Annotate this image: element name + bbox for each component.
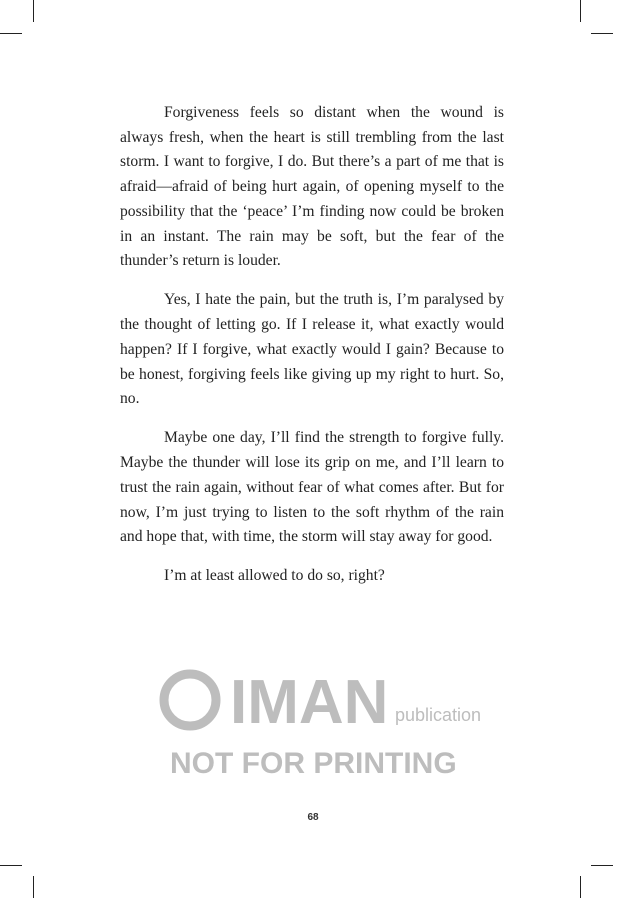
watermark-brand: IMAN bbox=[230, 668, 389, 737]
crop-mark bbox=[0, 865, 22, 866]
paragraph: Yes, I hate the pain, but the truth is, I’m paralysed by the thought of letting go. If I release it, what exactly would happen? If I forgive, what exactly would I gain? Because to be honest, forgiving feels like giving up my right to hurt. So, no. bbox=[120, 291, 504, 408]
crop-mark bbox=[591, 33, 613, 34]
watermark bbox=[150, 645, 482, 795]
page-number: 68 bbox=[307, 812, 319, 823]
watermark-logo-icon bbox=[164, 674, 216, 726]
crop-mark bbox=[0, 33, 22, 34]
crop-mark bbox=[580, 0, 581, 22]
crop-mark bbox=[580, 876, 581, 898]
paragraph: Maybe one day, I’ll find the strength to forgive fully. Maybe the thunder will lose its grip on me, and I’ll learn to trust the rain again, without fear of what comes after. But for now, I’m just trying to listen to the soft rhythm of the rain and hope that, with time, the storm will stay away for good. bbox=[120, 429, 504, 546]
body-text bbox=[120, 101, 504, 604]
crop-mark bbox=[33, 876, 34, 898]
watermark-notice: NOT FOR PRINTING bbox=[170, 747, 457, 780]
crop-mark bbox=[591, 865, 613, 866]
crop-mark bbox=[33, 0, 34, 22]
paragraph: Forgiveness feels so distant when the wound is always fresh, when the heart is still trembling from the last storm. I want to forgive, I do. But there’s a part of me that is afraid—afraid of being hurt again, of opening myself to the possibility that the ‘peace’ I’m finding now could be broken in an instant. The rain may be soft, but the fear of the thunder’s return is louder. bbox=[120, 104, 504, 270]
paragraph: I’m at least allowed to do so, right? bbox=[164, 567, 385, 585]
watermark-sub: publication bbox=[395, 705, 482, 725]
